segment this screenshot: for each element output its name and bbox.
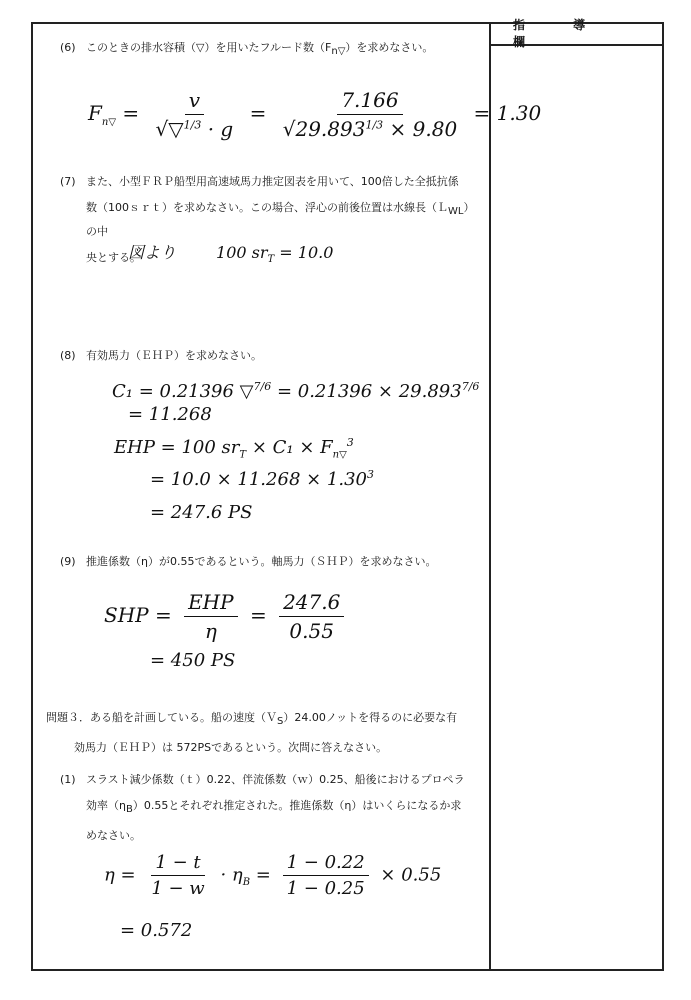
c1-result: = 11.268 [128, 404, 212, 425]
denominator-end: × 9.80 [389, 117, 458, 141]
question-text: このときの排水容積（▽）を用いたフルード数（F [86, 41, 332, 54]
question-text-line: めなさい。 [86, 829, 141, 843]
question-text-line: ）の中 [86, 201, 475, 239]
denominator: η [204, 619, 217, 643]
fraction [147, 852, 208, 899]
problem-3 [46, 708, 486, 758]
denominator-end: · g [207, 117, 234, 141]
question-text-line: 効率（η [86, 799, 126, 812]
equals-sign: = [249, 603, 267, 627]
guidance-column-header: 指 導 欄 [491, 22, 664, 46]
ehp-result: = 247.6 PS [150, 502, 253, 523]
eta-formula [104, 852, 441, 899]
question-number: (9) [60, 555, 76, 568]
formula-lhs: F [88, 101, 102, 125]
numerator: 1 − t [151, 852, 204, 876]
numerator: 1 − 0.22 [283, 852, 369, 876]
formula-text: = 0.21396 × 29.893 [276, 381, 462, 402]
subscript: n▽ [331, 46, 346, 58]
problem-text-line: ）24.00ノットを得るのに必要な有 [283, 711, 458, 724]
exponent: 7/6 [461, 380, 480, 393]
denominator-text: √29.893 [282, 117, 366, 141]
question-text: 有効馬力（ＥＨＰ）を求めなさい。 [86, 349, 262, 362]
equals-sign: = [122, 101, 140, 125]
denominator [279, 115, 461, 141]
denominator [152, 115, 238, 141]
exponent: 3 [367, 468, 374, 481]
exponent: 1/3 [365, 118, 384, 132]
formula-lhs-subscript: n▽ [101, 117, 117, 128]
formula-lhs: η = [104, 864, 136, 886]
subscript: B [125, 804, 133, 816]
question-text-line: 央とする。 [86, 251, 141, 265]
answer-label: 図より [128, 243, 177, 262]
numerator: v [185, 88, 204, 115]
froude-formula [88, 88, 541, 141]
subscript: S [277, 716, 284, 728]
subscript: WL [448, 206, 464, 218]
exponent: 3 [346, 436, 354, 449]
answer-result: = 10.0 [279, 243, 334, 262]
problem-text-line: ある船を計画している。船の速度（Ｖ [90, 711, 277, 724]
denominator: 1 − 0.25 [286, 878, 365, 899]
ehp-formula [114, 436, 354, 461]
question-text: 推進係数（η）が0.55であるという。軸馬力（ＳＨＰ）を求めなさい。 [86, 555, 437, 568]
formula-text: = 10.0 × 11.268 × 1.30 [150, 469, 367, 490]
numerator: 7.166 [337, 88, 402, 115]
question-6 [60, 38, 433, 62]
question-number: (7) [60, 175, 76, 188]
ehp-step-2 [150, 468, 374, 490]
formula-lhs: SHP = [104, 603, 172, 627]
fraction [283, 852, 369, 899]
formula-text: EHP = 100 sr [114, 437, 240, 458]
shp-result: = 450 PS [150, 650, 236, 671]
subscript: B [242, 877, 251, 889]
numerator: 247.6 [279, 590, 344, 617]
formula-text: × 0.55 [380, 864, 442, 886]
question-text-line: スラスト減少係数（ｔ）0.22、伴流係数（ｗ）0.25、船後におけるプロペラ [86, 773, 465, 786]
problem-label: 問題３． [46, 711, 90, 724]
eta-result: = 0.572 [120, 920, 193, 941]
fraction [279, 88, 461, 141]
question-number: (1) [60, 773, 76, 786]
denominator: 1 − w [151, 878, 205, 899]
formula-result: = 1.30 [473, 101, 542, 125]
denominator-text: √▽ [155, 117, 184, 141]
question-8 [60, 346, 262, 366]
equals-sign: = [249, 101, 267, 125]
figure-answer-7 [128, 240, 333, 265]
denominator: 0.55 [289, 619, 334, 643]
fraction [279, 590, 344, 643]
equals-sign: = [255, 864, 271, 886]
subscript: T [239, 449, 247, 461]
question-text-line: ）0.55とそれぞれ推定された。推進係数（η）はいくらになるか求 [132, 799, 462, 812]
formula-text: C₁ = 0.21396 ▽ [112, 381, 254, 402]
numerator: EHP [184, 590, 238, 617]
fraction [152, 88, 238, 141]
subscript: n▽ [332, 449, 347, 461]
formula-text: · η [220, 864, 243, 886]
exponent: 1/3 [183, 118, 202, 132]
c1-formula [112, 380, 479, 402]
fraction [184, 590, 238, 643]
problem-3-question-1 [60, 770, 480, 846]
answer-text: 100 sr [216, 243, 268, 262]
question-9 [60, 552, 436, 572]
question-text-line: また、小型ＦＲＰ船型用高速域馬力推定図表を用いて、100倍した全抵抗係 [86, 175, 459, 188]
subscript: T [267, 254, 275, 266]
exponent: 7/6 [253, 380, 272, 393]
question-text-end: ）を求めなさい。 [345, 41, 434, 54]
question-text-line: 数（100ｓｒｔ）を求めなさい。この場合、浮心の前後位置は水線長（Ｌ [86, 201, 448, 214]
shp-formula [104, 590, 350, 643]
question-number: (6) [60, 41, 76, 54]
formula-text: × C₁ × F [251, 437, 333, 458]
question-number: (8) [60, 349, 76, 362]
problem-text-line: 効馬力（ＥＨＰ）は 572PSであるという。次問に答えなさい。 [74, 741, 388, 755]
column-divider [489, 22, 491, 971]
